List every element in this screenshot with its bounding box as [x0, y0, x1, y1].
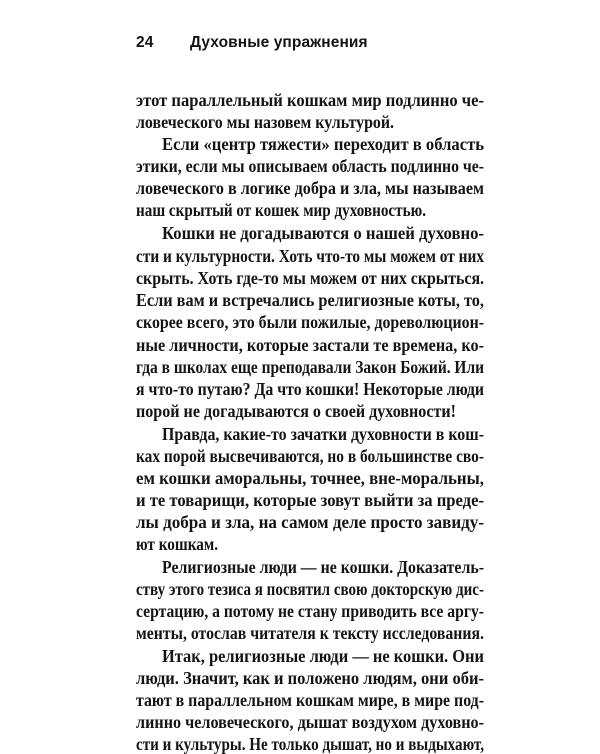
text-line: скрыть. Хоть где-то мы можем от них скрыться.	[136, 268, 484, 288]
text-line: сти и культуры. Не только дышат, но и выдыхают,	[136, 734, 484, 754]
page-number: 24	[136, 34, 154, 51]
text-line: сти и культурности. Хоть что-то мы можем от них	[136, 246, 484, 266]
text-line: наш скрытый от кошек мир духовностью.	[136, 200, 426, 220]
text-line: Религиозные люди — не кошки. Доказатель-	[162, 557, 484, 577]
text-line: ловеческого мы назовем культурой.	[136, 112, 394, 132]
text-line: я что-то путаю? Да что кошки! Некоторые люди	[136, 379, 484, 399]
text-line: Если «центр тяжести» переходит в область	[162, 134, 484, 154]
text-line: Если вам и встречались религиозные коты, то,	[136, 290, 484, 310]
text-line: и те товарищи, которые зовут выйти за преде-	[136, 490, 484, 510]
text-line: этики, если мы описываем область подлинно че-	[136, 156, 484, 176]
text-line: Кошки не догадываются о нашей духовно-	[162, 223, 484, 243]
text-line: порой не догадываются о своей духовности!	[136, 401, 456, 421]
text-line: линно человеческого, дышат воздухом духовно-	[136, 712, 484, 732]
text-line: лы добра и зла, на самом деле просто завиду-	[136, 512, 484, 532]
text-line: сертацию, а потому не стану приводить все аргу-	[136, 601, 484, 621]
text-line: ках порой высвечиваются, но в большинстве сво-	[136, 446, 484, 466]
text-line: ем кошки аморальны, точнее, вне-моральны,	[136, 468, 484, 488]
text-line: гда в школах еще преподавали Закон Божий. Или	[136, 357, 484, 377]
page-header	[136, 34, 368, 52]
text-line: ют кошкам.	[136, 534, 218, 554]
text-line: тают в параллельном кошкам мире, в мире под-	[136, 690, 484, 710]
text-line: ные личности, которые застали те времена, ко-	[136, 335, 484, 355]
running-title: Духовные упражнения	[190, 34, 368, 51]
text-line: менты, отослав читателя к тексту исследования.	[136, 623, 484, 643]
text-line: этот параллельный кошкам мир подлинно че-	[136, 90, 484, 110]
text-line: люди. Значит, как и положено людям, они оби-	[136, 668, 484, 688]
text-line: ству этого тезиса я посвятил свою докторскую дис-	[136, 579, 484, 599]
text-line: ловеческого в логике добра и зла, мы называем	[136, 178, 484, 198]
text-line: Итак, религиозные люди — не кошки. Они	[162, 646, 484, 666]
text-line: скорее всего, это были пожилые, дореволюцион-	[136, 312, 484, 332]
text-line: Правда, какие-то зачатки духовности в кош-	[162, 424, 484, 444]
